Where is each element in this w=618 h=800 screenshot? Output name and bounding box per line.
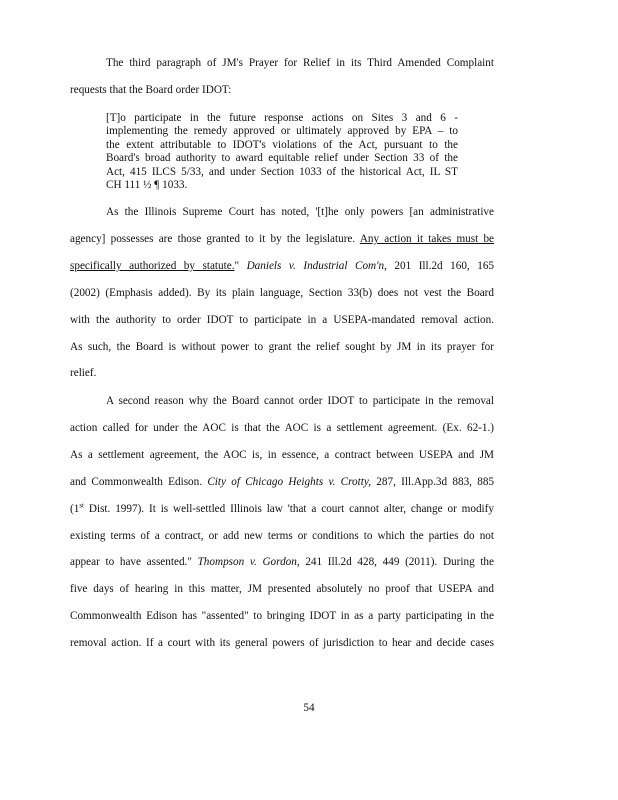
case-citation: City of Chicago Heights v. Crotty, [207, 475, 371, 488]
quote-line: [T]o participate in the future response actions on Sites 3 and 6 - [106, 112, 458, 124]
text-line: action called for under the AOC is that the AOC is a settlement agreement. (Ex. 62-1.) [70, 421, 494, 434]
text-line [70, 549, 494, 576]
quote-line: Board's broad authority to award equitable relief under Section 33 of the [106, 152, 458, 165]
quote-line: the extent attributable to IDOT's violations of the Act, pursuant to the [106, 138, 458, 151]
quote-line: Act, 415 ILCS 5/33, and under Section 1033 of the historical Act, IL ST [106, 165, 458, 178]
block-quote [106, 112, 458, 192]
text-line: A second reason why the Board cannot order IDOT to participate in the removal [106, 395, 494, 407]
text-line: As the Illinois Supreme Court has noted, '[t]he only powers [an administrative [106, 206, 494, 218]
text-line: with the authority to order IDOT to participate in a USEPA-mandated removal action. [70, 313, 494, 326]
citation-text: , 201 Ill.2d 160, 165 [384, 259, 495, 272]
paragraph-supreme-court [70, 199, 494, 387]
text-line: existing terms of a contract, or add new terms or conditions to which the parties do not [70, 529, 494, 542]
text-line: As such, the Board is without power to grant the relief sought by JM in its prayer for [70, 340, 494, 353]
page-number: 54 [303, 702, 315, 714]
text-segment: agency] possesses are those granted to it by the legislature. [70, 232, 356, 245]
case-citation: Thompson v. Gordon [197, 556, 297, 569]
underlined-quote: specifically authorized by statute. [70, 259, 235, 272]
text-segment: Dist. 1997). It is well-settled Illinois law 'that a court cannot alter, change or modify [84, 502, 494, 515]
text-line [70, 496, 494, 523]
citation-text: 287, Ill.App.3d 883, 885 [376, 475, 495, 488]
text-line [70, 253, 494, 280]
text-segment: and Commonwealth Edison. [70, 475, 203, 488]
paragraph-intro [70, 50, 494, 104]
case-citation: Daniels v. Industrial Com'n [246, 259, 385, 272]
text-line: The third paragraph of JM's Prayer for Relief in its Third Amended Complaint [106, 57, 494, 69]
text-line: requests that the Board order IDOT: [70, 83, 232, 96]
underlined-quote: Any action it takes must be [359, 232, 495, 245]
paragraph-settlement [70, 388, 494, 657]
text-line: As a settlement agreement, the AOC is, in essence, a contract between USEPA and JM [70, 448, 494, 461]
quote-line: implementing the remedy approved or ultimately approved by EPA – to [106, 125, 458, 138]
quote-line: CH 111 ½ ¶ 1033. [106, 179, 188, 192]
text-segment: (1 [70, 502, 80, 515]
text-segment: appear to have assented." [70, 556, 192, 569]
text-line: five days of hearing in this matter, JM presented absolutely no proof that USEPA and [70, 583, 494, 596]
text-line [70, 469, 494, 496]
text-line: Commonwealth Edison has "assented" to bringing IDOT in as a party participating in the [70, 610, 494, 623]
text-line: removal action. If a court with its general powers of jurisdiction to hear and decide cases [70, 637, 494, 650]
text-segment: " [234, 259, 240, 272]
text-line: relief. [70, 367, 97, 380]
text-line: (2002) (Emphasis added). By its plain language, Section 33(b) does not vest the Board [70, 286, 494, 299]
superscript: st [79, 500, 84, 509]
text-line [70, 226, 494, 253]
citation-text: , 241 Ill.2d 428, 449 (2011). During the [296, 556, 494, 569]
